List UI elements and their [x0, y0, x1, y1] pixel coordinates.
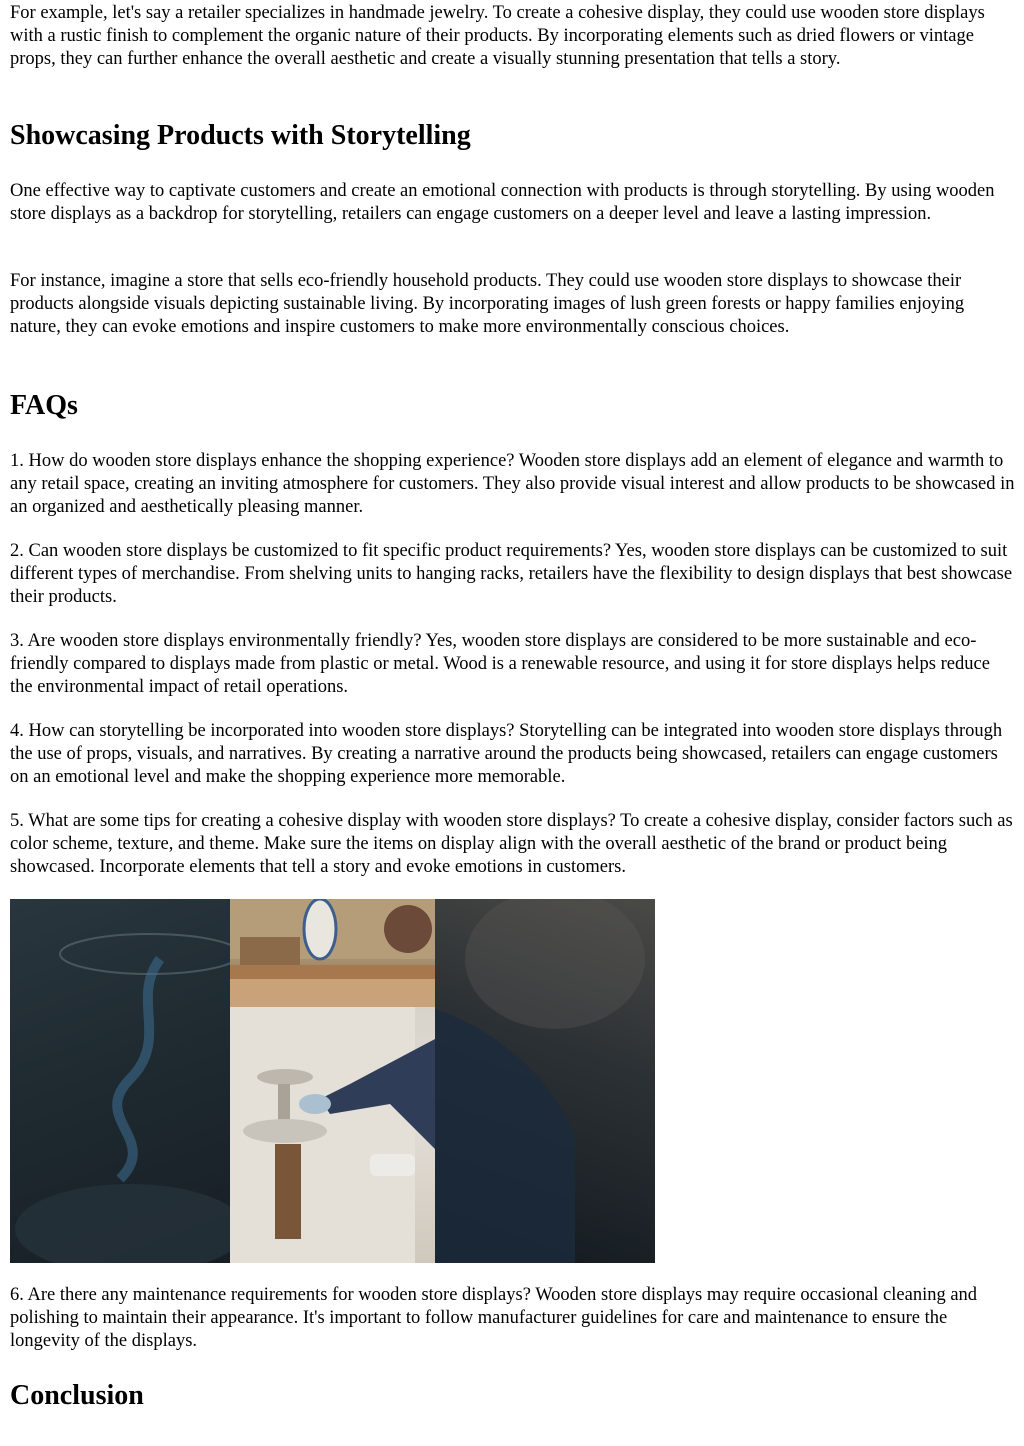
workshop-scene-image [230, 899, 435, 1263]
video-thumbnail[interactable] [10, 899, 655, 1263]
video-frame-left [10, 899, 230, 1263]
intro-paragraph: For example, let's say a retailer specializes in handmade jewelry. To create a cohesive display, they could use wooden store displays with a rustic finish to complement the organic nature of their products. By incorporating elements such as dried flowers or vintage props, they can further enhance the overall aesthetic and create a visually stunning presentation that tells a story. [10, 3, 985, 70]
glass-table-blur-image [10, 899, 230, 1263]
faq-item-5: 5. What are some tips for creating a cohesive display with wooden store displays? To create a cohesive display, consider factors such as color scheme, texture, and theme. Make sure the items on display align with the overall aesthetic of the brand or product being showcased. Incorporate elements that tell a story and evoke emotions in customers. [10, 811, 1013, 878]
faq-item-3: 3. Are wooden store displays environmentally friendly? Yes, wooden store displays are considered to be more sustainable and eco-friendly compared to displays made from plastic or metal. Wood is a renewable resource, and using it for store displays helps reduce the environmental impact of retail operations. [10, 631, 990, 698]
section-heading-storytelling: Showcasing Products with Storytelling [10, 120, 471, 151]
faq-item-1: 1. How do wooden store displays enhance the shopping experience? Wooden store displays add an element of elegance and warmth to any retail space, creating an inviting atmosphere for customers. They also provide visual interest and allow products to be showcased in an organized and aesthetically pleasing manner. [10, 451, 1015, 518]
storytelling-paragraph-1: One effective way to captivate customers and create an emotional connection with products is through storytelling. By using wooden store displays as a backdrop for storytelling, retailers can engage customers on a deeper level and leave a lasting impression. [10, 181, 995, 225]
faq-item-6: 6. Are there any maintenance requirements for wooden store displays? Wooden store displays may require occasional cleaning and polishing to maintain their appearance. It's important to follow manufacturer guidelines for care and maintenance to ensure the longevity of the displays. [10, 1285, 978, 1352]
storytelling-paragraph-2: For instance, imagine a store that sells eco-friendly household products. They could use wooden store displays to showcase their products alongside visuals depicting sustainable living. By incorporating images of lush green forests or happy families enjoying nature, they can evoke emotions and inspire customers to make more environmentally conscious choices. [10, 271, 965, 338]
section-heading-faqs: FAQs [10, 390, 78, 421]
video-frame-center [230, 899, 435, 1263]
faq-item-4: 4. How can storytelling be incorporated into wooden store displays? Storytelling can be integrated into wooden store displays through the use of props, visuals, and narratives. By creating a narrative around the products being showcased, retailers can engage customers on an emotional level and make the shopping experience more memorable. [10, 721, 1003, 788]
video-frame-right [435, 899, 655, 1263]
dark-blur-image [435, 899, 655, 1263]
faq-item-2: 2. Can wooden store displays be customized to fit specific product requirements? Yes, wooden store displays can be customized to suit different types of merchandise. From shelving units to hanging racks, retailers have the flexibility to design displays that best showcase their products. [10, 541, 1013, 608]
section-heading-conclusion: Conclusion [10, 1380, 144, 1411]
